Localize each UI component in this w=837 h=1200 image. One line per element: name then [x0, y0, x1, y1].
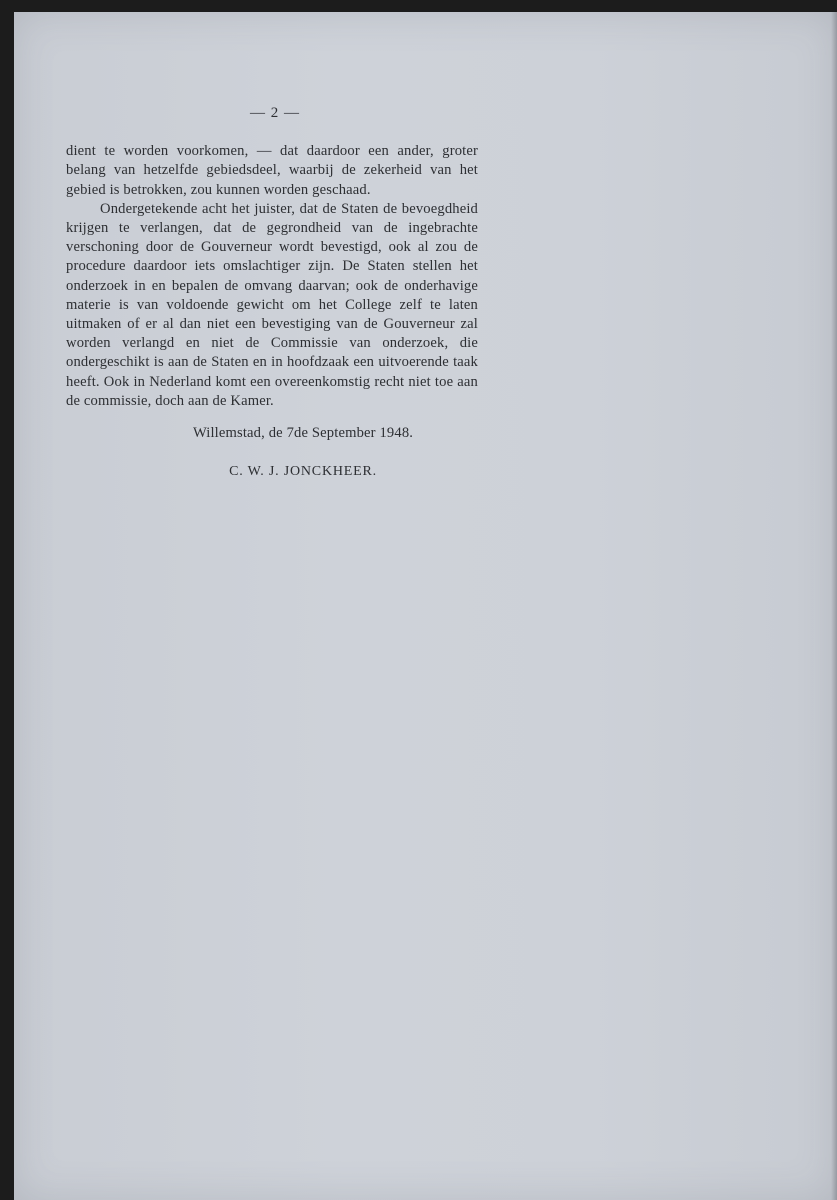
paragraph-1: dient te worden voorkomen, — dat daardoor een ander, groter belang van hetzelfde gebiedsdeel, waarbij de zekerheid van het gebied is betrokken, zou kunnen worden geschaad. [66, 143, 478, 198]
document-page [14, 12, 837, 1200]
page-number: — 2 — [250, 105, 300, 121]
paragraph-2: Ondergetekende acht het juister, dat de Staten de bevoegdheid krijgen te verlangen, dat de gegrondheid van de ingebrachte verschoning door de Gouverneur wordt bevestigd, ook al zou de procedure daardoor iets omslachtiger zijn. De Staten stellen het onderzoek in en bepalen de omvang daarvan; ook de onderhavige materie is van voldoende gewicht om het College zelf te laten uitmaken of er al dan niet een bevestiging van de Gouverneur zal worden verlangd en niet de Commissie van onderzoek, die ondergeschikt is aan de Staten en in hoofdzaak een uitvoerende taak heeft. Ook in Nederland komt een overeenkomstig recht niet toe aan de commissie, doch aan de Kamer. [66, 200, 478, 409]
place-date: Willemstad, de 7de September 1948. [192, 425, 414, 442]
signature: C. W. J. JONCKHEER. [229, 463, 377, 479]
document-text [66, 104, 478, 498]
